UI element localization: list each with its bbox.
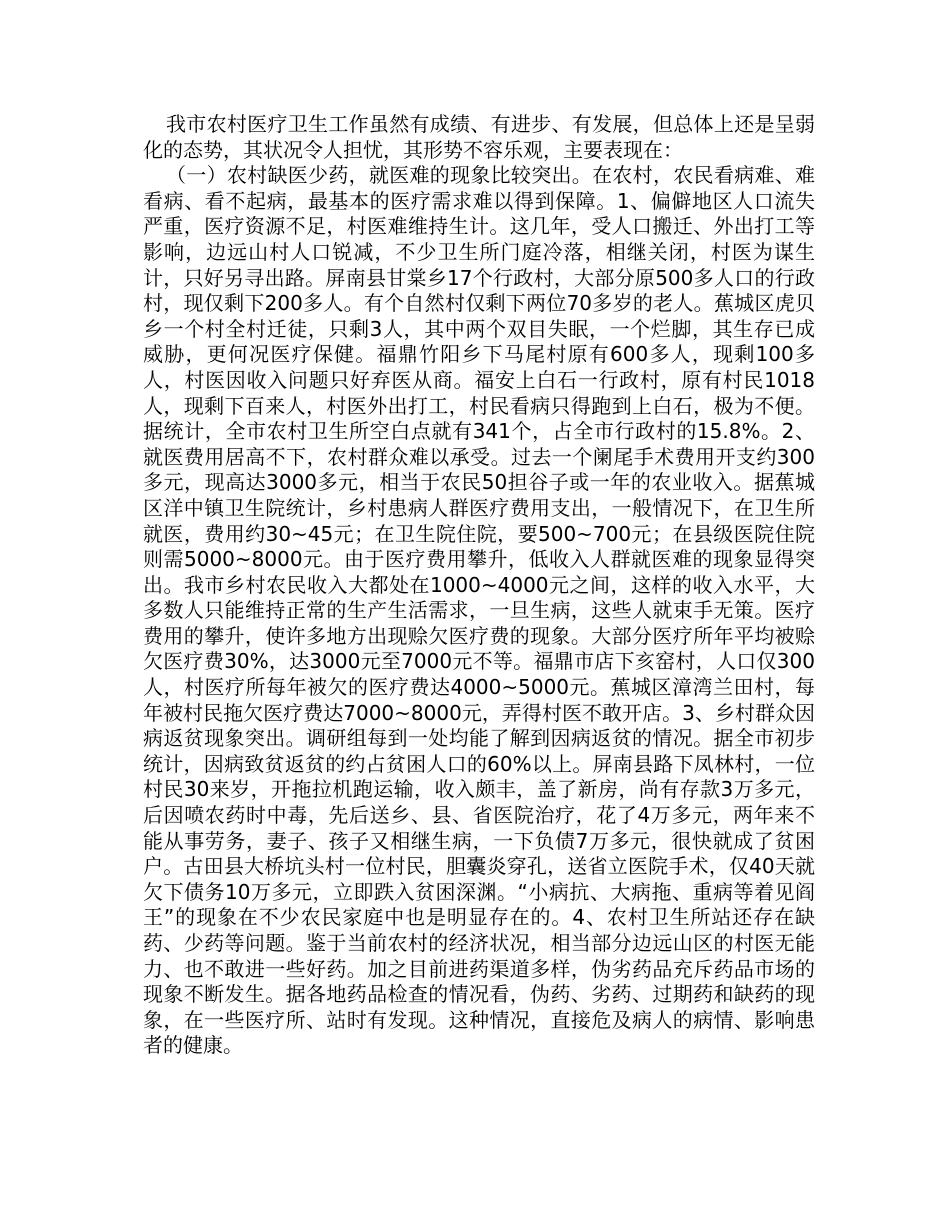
document-body [143,112,815,1059]
intro-paragraph: 我市农村医疗卫生工作虽然有成绩、有进步、有发展，但总体上还是呈弱化的态势，其状况令人担忧，其形势不容乐观，主要表现在： [143,112,815,162]
section-one-paragraph: （一）农村缺医少药，就医难的现象比较突出。在农村，农民看病难、难看病、看不起病，最基本的医疗需求难以得到保障。1、偏僻地区人口流失严重，医疗资源不足，村医难维持生计。这几年，受人口搬迁、外出打工等影响，边远山村人口锐减，不少卫生所门庭冷落，相继关闭，村医为谋生计，只好另寻出路。屏南县甘棠乡17个行政村，大部分原500多人口的行政村，现仅剩下200多人。有个自然村仅剩下两位70多岁的老人。蕉城区虎贝乡一个村全村迁徒，只剩3人，其中两个双目失眠，一个烂脚，其生存已成威胁，更何况医疗保健。福鼎竹阳乡下马尾村原有600多人，现剩100多人，村医因收入问题只好弃医从商。福安上白石一行政村，原有村民1018人，现剩下百来人，村医外出打工，村民看病只得跑到上白石，极为不便。据统计，全市农村卫生所空白点就有341个，占全市行政村的15.8%。2、就医费用居高不下，农村群众难以承受。过去一个阑尾手术费用开支约300多元，现高达3000多元，相当于农民50担谷子或一年的农业收入。据蕉城区洋中镇卫生院统计，乡村患病人群医疗费用支出，一般情况下，在卫生所就医，费用约30~45元；在卫生院住院，要500~700元；在县级医院住院则需5000~8000元。由于医疗费用攀升，低收入人群就医难的现象显得突出。我市乡村农民收入大都处在1000~4000元之间，这样的收入水平，大多数人只能维持正常的生产生活需求，一旦生病，这些人就束手无策。医疗费用的攀升，使许多地方出现赊欠医疗费的现象。大部分医疗所年平均被赊欠医疗费30%，达3000元至7000元不等。福鼎市店下亥窑村，人口仅300人，村医疗所每年被欠的医疗费达4000~5000元。蕉城区漳湾兰田村，每年被村民拖欠医疗费达7000~8000元，弄得村医不敢开店。3、乡村群众因病返贫现象突出。调研组每到一处均能了解到因病返贫的情况。据全市初步统计，因病致贫返贫的约占贫困人口的60%以上。屏南县路下凤林村，一位村民30来岁，开拖拉机跑运输，收入颇丰，盖了新房，尚有存款3万多元，后因喷农药时中毒，先后送乡、县、省医院治疗，花了4万多元，两年来不能从事劳务，妻子、孩子又相继生病，一下负债7万多元，很快就成了贫困户。古田县大桥坑头村一位村民，胆囊炎穿孔，送省立医院手术，仅40天就欠下债务10万多元，立即跌入贫困深渊。“小病抗、大病拖、重病等着见阎王”的现象在不少农民家庭中也是明显存在的。4、农村卫生所站还存在缺药、少药等问题。鉴于当前农村的经济状况，相当部分边远山区的村医无能力、也不敢进一些好药。加之目前进药渠道多样，伪劣药品充斥药品市场的现象不断发生。据各地药品检查的情况看，伪药、劣药、过期药和缺药的现象，在一些医疗所、站时有发现。这种情况，直接危及病人的病情、影响患者的健康。 [143,163,815,1058]
